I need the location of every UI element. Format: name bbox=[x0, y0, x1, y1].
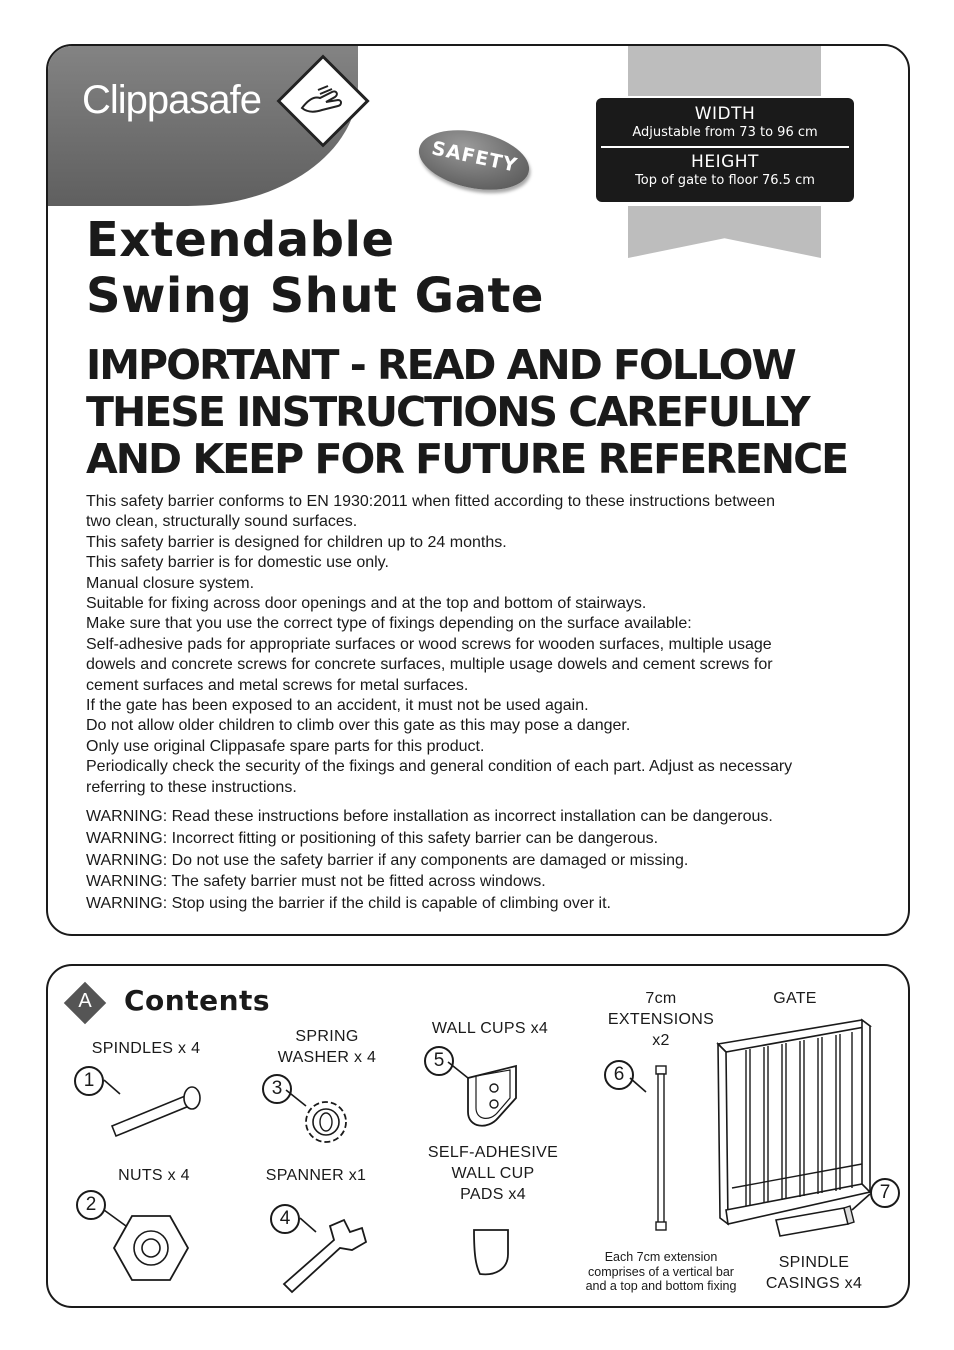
product-title-line-1: Extendable bbox=[86, 212, 395, 268]
warnings-list bbox=[86, 806, 886, 915]
item-number-4: 4 bbox=[270, 1204, 300, 1234]
ribbon-bottom bbox=[628, 206, 821, 258]
item-number-6: 6 bbox=[604, 1060, 634, 1090]
safety-badge bbox=[413, 121, 534, 199]
spanner-icon bbox=[274, 1206, 374, 1296]
adhesive-pads-label-line-2: WALL CUP bbox=[451, 1165, 535, 1182]
instruction-line: Make sure that you use the correct type of fixings depending on the surface available: bbox=[86, 615, 692, 633]
instruction-line: Self-adhesive pads for appropriate surfaces or wood screws for wooden surfaces, multiple usage bbox=[86, 635, 772, 653]
spring-washer-icon bbox=[280, 1084, 360, 1156]
instruction-line: Suitable for fixing across door openings and at the top and bottom of stairways. bbox=[86, 595, 647, 613]
width-label: WIDTH bbox=[694, 104, 756, 124]
instruction-line: This safety barrier conforms to EN 1930:2011 when fitted according to these instructions between bbox=[86, 493, 775, 510]
important-heading bbox=[86, 342, 847, 483]
warning-line: WARNING: Stop using the barrier if the child is capable of climbing over it. bbox=[86, 895, 611, 913]
important-line-1: IMPORTANT - READ AND FOLLOW bbox=[86, 341, 795, 389]
instruction-line: two clean, structurally sound surfaces. bbox=[86, 513, 358, 531]
instruction-line: Do not allow older children to climb over this gate as this may pose a danger. bbox=[86, 717, 631, 735]
spanner-label: SPANNER x1 bbox=[265, 1167, 367, 1184]
spindle-icon bbox=[98, 1076, 208, 1136]
instruction-line: This safety barrier is for domestic use only. bbox=[86, 554, 389, 572]
warning-line: WARNING: The safety barrier must not be fitted across windows. bbox=[86, 873, 546, 891]
spindles-label: SPINDLES x 4 bbox=[91, 1040, 201, 1057]
instruction-line: referring to these instructions. bbox=[86, 778, 297, 796]
spring-washer-label-line-1: SPRING bbox=[295, 1028, 359, 1045]
wall-cups-label: WALL CUPS x4 bbox=[431, 1020, 549, 1037]
instruction-line: Manual closure system. bbox=[86, 574, 255, 592]
extension-note-line-3: and a top and bottom fixing bbox=[585, 1279, 737, 1293]
spindle-casings-label bbox=[746, 1252, 882, 1294]
extension-icon bbox=[624, 1062, 674, 1234]
nut-icon bbox=[102, 1204, 192, 1284]
spring-washer-label bbox=[262, 1026, 392, 1068]
adhesive-pad-icon bbox=[468, 1226, 518, 1278]
instruction-line: Only use original Clippasafe spare parts for this product. bbox=[86, 737, 485, 755]
nuts-label: NUTS x 4 bbox=[118, 1167, 190, 1184]
instruction-line: Periodically check the security of the fixings and general condition of each part. Adjust as necessary bbox=[86, 758, 793, 776]
item-number-1: 1 bbox=[74, 1066, 104, 1096]
dimensions-divider bbox=[601, 146, 849, 148]
dimensions-box bbox=[596, 98, 854, 202]
contents-title: Contents bbox=[124, 984, 271, 1017]
section-letter: A bbox=[78, 990, 92, 1012]
adhesive-pads-label-line-1: SELF-ADHESIVE bbox=[427, 1144, 559, 1161]
height-value: Top of gate to floor 76.5 cm bbox=[635, 173, 815, 188]
extensions-label-line-2: EXTENSIONS bbox=[607, 1011, 715, 1028]
ribbon-top bbox=[628, 46, 821, 96]
item-number-3: 3 bbox=[262, 1074, 292, 1104]
extension-note bbox=[566, 1250, 756, 1294]
warning-line: WARNING: Incorrect fitting or positioning of this safety barrier can be dangerous. bbox=[86, 829, 659, 847]
width-value: Adjustable from 73 to 96 cm bbox=[632, 125, 818, 140]
important-line-3: AND KEEP FOR FUTURE REFERENCE bbox=[86, 435, 848, 483]
spindle-casings-label-line-2: CASINGS x4 bbox=[765, 1275, 863, 1292]
brand-logo: Clippasafe bbox=[82, 78, 262, 122]
extensions-label-line-1: 7cm bbox=[645, 990, 677, 1007]
instructions-text bbox=[86, 492, 886, 798]
instruction-line: dowels and concrete screws for concrete surfaces, multiple usage dowels and cement screws for bbox=[86, 656, 773, 674]
adhesive-pads-label-line-3: PADS x4 bbox=[460, 1186, 526, 1203]
contents-panel bbox=[46, 964, 910, 1308]
warning-line: WARNING: Do not use the safety barrier if any components are damaged or missing. bbox=[86, 851, 689, 869]
spindle-casing-icon bbox=[772, 1190, 878, 1240]
important-line-2: THESE INSTRUCTIONS CAREFULLY bbox=[86, 388, 809, 436]
wall-cup-icon bbox=[444, 1056, 534, 1136]
warning-line: WARNING: Read these instructions before installation as incorrect installation can be dangerous. bbox=[86, 808, 773, 825]
product-title-line-2: Swing Shut Gate bbox=[86, 268, 544, 324]
safety-badge-label: SAFETY bbox=[429, 137, 520, 177]
gate-label: GATE bbox=[773, 990, 817, 1007]
extension-note-line-1: Each 7cm extension bbox=[604, 1250, 718, 1264]
extensions-label-line-3: x2 bbox=[652, 1032, 670, 1049]
instruction-line: cement surfaces and metal screws for metal surfaces. bbox=[86, 676, 469, 694]
item-number-2: 2 bbox=[76, 1190, 106, 1220]
height-label: HEIGHT bbox=[691, 152, 759, 172]
item-number-7: 7 bbox=[870, 1178, 900, 1208]
spindle-casings-label-line-1: SPINDLE bbox=[778, 1254, 850, 1271]
extension-note-line-2: comprises of a vertical bar bbox=[588, 1264, 734, 1279]
instruction-line: This safety barrier is designed for children up to 24 months. bbox=[86, 533, 507, 551]
item-number-5: 5 bbox=[424, 1046, 454, 1076]
instruction-line: If the gate has been exposed to an accident, it must not be used again. bbox=[86, 697, 589, 715]
adhesive-pads-label bbox=[416, 1142, 570, 1205]
spring-washer-label-line-2: WASHER x 4 bbox=[277, 1049, 377, 1066]
hand-icon bbox=[298, 82, 344, 118]
product-title bbox=[86, 212, 544, 324]
instructions-panel bbox=[46, 44, 910, 936]
